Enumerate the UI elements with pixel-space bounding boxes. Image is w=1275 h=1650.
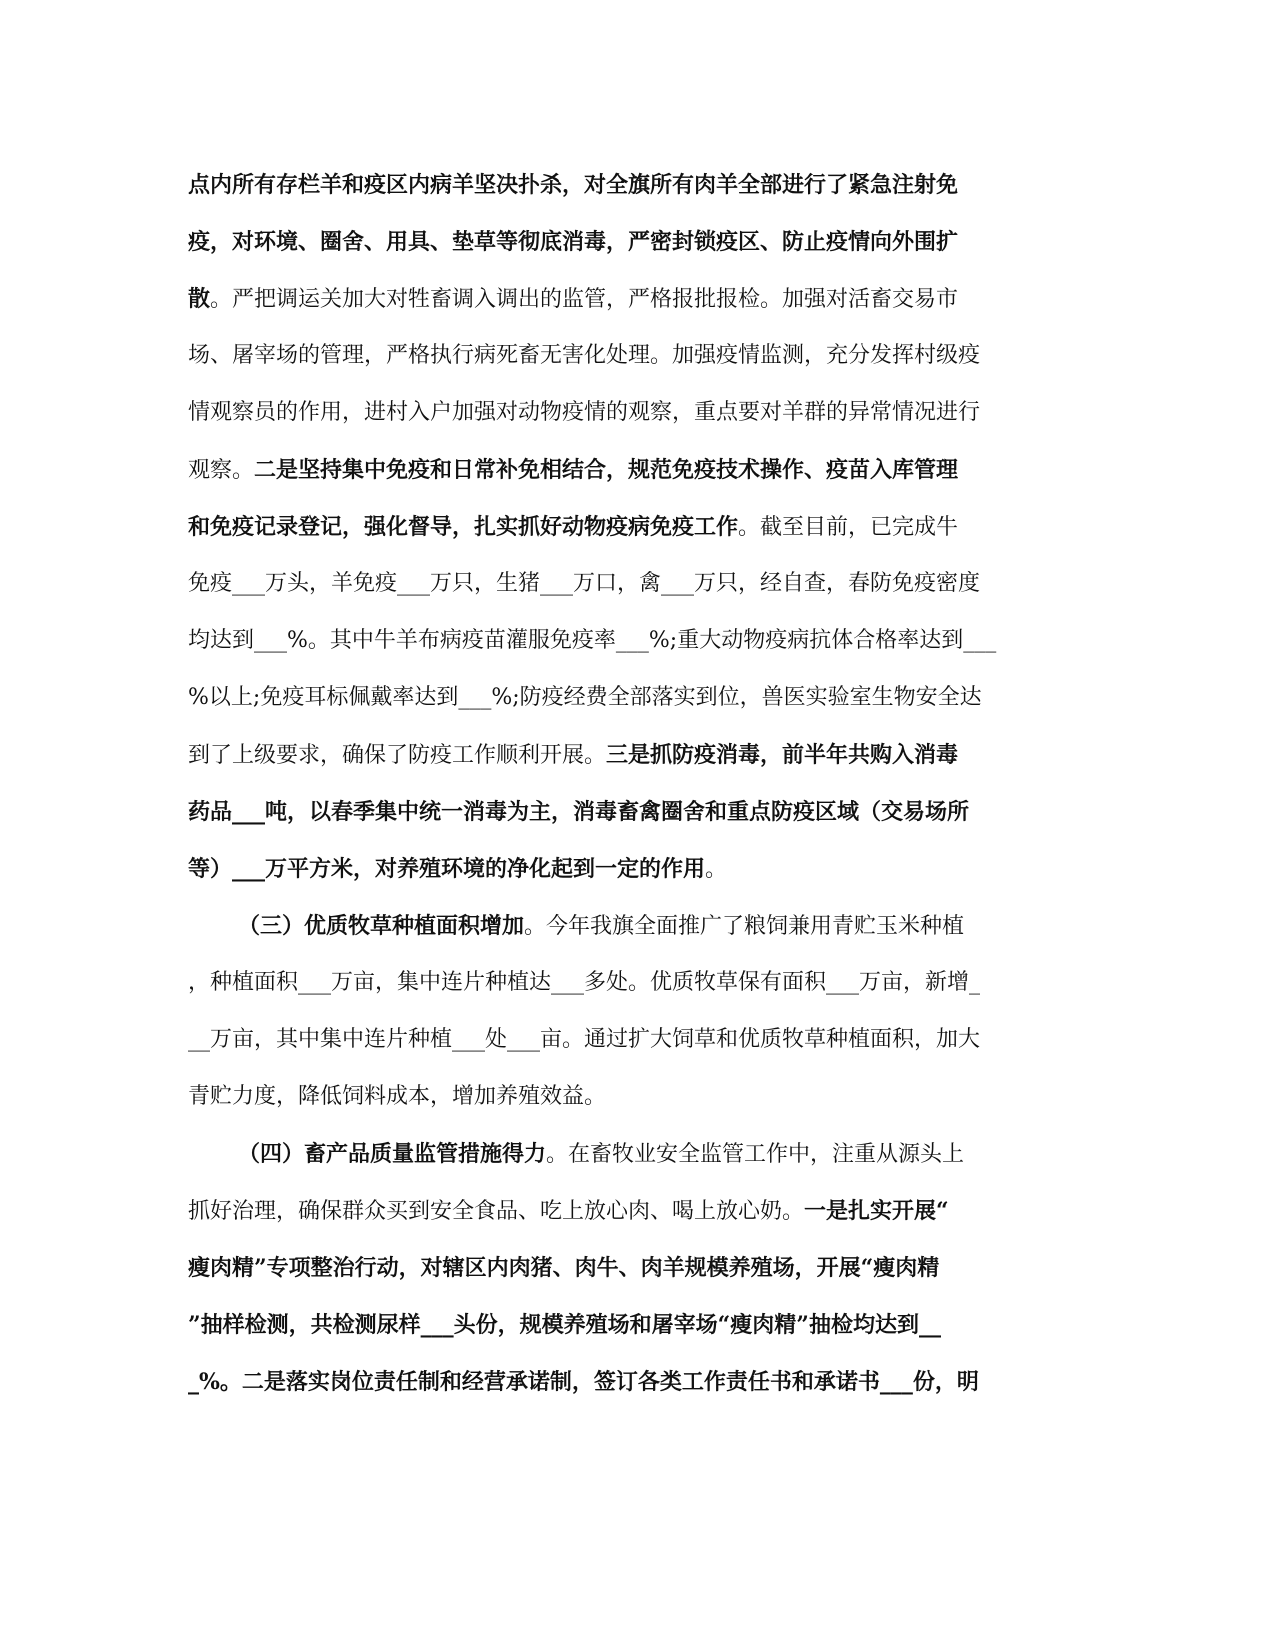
text-run: 到了上级要求，确保了防疫工作顺利开展。 xyxy=(188,743,607,768)
text-line xyxy=(188,450,1088,490)
text-run: _%。二是落实岗位责任制和经营承诺制，签订各类工作责任书和承诺书___份，明 xyxy=(188,1369,979,1395)
text-line xyxy=(188,1248,1088,1288)
text-line xyxy=(188,678,1088,718)
text-run: 。截至目前，已完成牛 xyxy=(738,515,959,540)
text-run: 一是扎实开展“ xyxy=(804,1198,949,1224)
section-heading: （四）畜产品质量监管措施得力 xyxy=(238,1141,547,1167)
text-run: 散 xyxy=(188,286,211,312)
text-run: %以上;免疫耳标佩戴率达到___%;防疫经费全部落实到位，兽医实验室生物安全达 xyxy=(188,685,982,710)
text-line xyxy=(188,792,1088,832)
section-heading-line xyxy=(238,906,1088,946)
section-heading: （三）优质牧草种植面积增加 xyxy=(238,913,525,939)
text-run: 均达到___%。其中牛羊布病疫苗灌服免疫率___%;重大动物疫病抗体合格率达到___ xyxy=(188,628,997,653)
text-run: 三是抓防疫消毒，前半年共购入消毒 xyxy=(606,742,959,768)
text-run: 。严把调运关加大对牲畜调入调出的监管，严格报批报检。加强对活畜交易市 xyxy=(210,287,959,312)
text-run: 和免疫记录登记，强化督导，扎实抓好动物疫病免疫工作 xyxy=(188,514,739,540)
text-run: 二是坚持集中免疫和日常补免相结合，规范免疫技术操作、疫苗入库管理 xyxy=(254,457,959,483)
text-run: ”抽样检测，共检测尿样___头份，规模养殖场和屠宰场“瘦肉精”抽检均达到__ xyxy=(188,1312,941,1338)
text-run: 疫，对环境、圈舍、用具、垫草等彻底消毒，严密封锁疫区、防止疫情向外围扩 xyxy=(188,229,959,255)
text-run: 情观察员的作用，进村入户加强对动物疫情的观察，重点要对羊群的异常情况进行 xyxy=(188,400,981,425)
text-run: ，种植面积___万亩，集中连片种植达___多处。优质牧草保有面积___万亩，新增_ xyxy=(188,970,981,995)
text-run: 瘦肉精”专项整治行动，对辖区内肉猪、肉牛、肉羊规模养殖场，开展“瘦肉精 xyxy=(188,1255,940,1281)
text-line xyxy=(188,279,1088,319)
text-run: __万亩，其中集中连片种植___处___亩。通过扩大饲草和优质牧草种植面积，加大 xyxy=(188,1027,981,1052)
text-run: 药品___吨，以春季集中统一消毒为主，消毒畜禽圈舍和重点防疫区域（交易场所 xyxy=(188,799,970,825)
text-line xyxy=(188,1305,1088,1345)
text-run: 点内所有存栏羊和疫区内病羊坚决扑杀，对全旗所有肉羊全部进行了紧急注射免 xyxy=(188,172,959,198)
text-line xyxy=(188,963,1088,1003)
text-line xyxy=(188,1191,1088,1231)
text-run: 场、屠宰场的管理，严格执行病死畜无害化处理。加强疫情监测，充分发挥村级疫 xyxy=(188,343,981,368)
text-run: 抓好治理，确保群众买到安全食品、吃上放心肉、喝上放心奶。 xyxy=(188,1199,805,1224)
section-heading-line xyxy=(238,1134,1088,1174)
text-run: 。今年我旗全面推广了粮饲兼用青贮玉米种植 xyxy=(524,914,965,939)
text-line xyxy=(188,621,1088,661)
text-run: 青贮力度，降低饲料成本，增加养殖效益。 xyxy=(188,1084,607,1109)
text-run: 。 xyxy=(705,857,728,882)
text-line xyxy=(188,336,1088,376)
text-run: 免疫___万头，羊免疫___万只，生猪___万口，禽___万只，经自查，春防免疫密度 xyxy=(188,571,981,596)
text-line xyxy=(188,222,1088,262)
text-line xyxy=(188,735,1088,775)
text-run: 观察。 xyxy=(188,458,255,483)
text-line xyxy=(188,1362,1088,1402)
text-run: 。在畜牧业安全监管工作中，注重从源头上 xyxy=(546,1142,965,1167)
text-line xyxy=(188,165,1088,205)
text-line xyxy=(188,507,1088,547)
text-line xyxy=(188,564,1088,604)
text-line xyxy=(188,849,1088,889)
text-line xyxy=(188,1020,1088,1060)
text-line xyxy=(188,1077,1088,1117)
text-run: 等）___万平方米，对养殖环境的净化起到一定的作用 xyxy=(188,856,706,882)
text-line xyxy=(188,393,1088,433)
